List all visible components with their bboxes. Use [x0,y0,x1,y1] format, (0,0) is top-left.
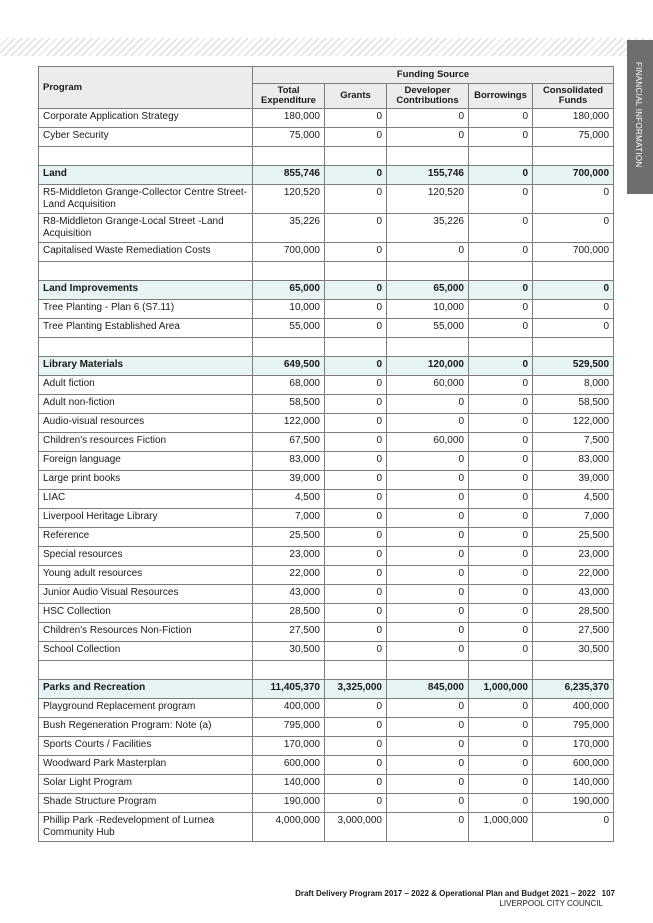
table-row [39,414,614,433]
borrowings-cell: 0 [469,737,533,756]
grants-cell: 0 [325,433,387,452]
program-name-cell: Corporate Application Strategy [39,109,253,128]
borrowings-cell: 0 [469,642,533,661]
consolidated-funds-cell: 0 [533,813,614,842]
table-row [39,737,614,756]
program-name-cell: R8-Middleton Grange-Local Street -Land Acquisition [39,214,253,243]
total-expenditure-cell: 83,000 [253,452,325,471]
column-header-grants: Grants [325,84,387,109]
section-total-row [39,680,614,699]
program-name-cell: Solar Light Program [39,775,253,794]
grants-cell: 0 [325,509,387,528]
total-expenditure-cell: 855,746 [253,166,325,185]
grants-cell: 0 [325,737,387,756]
total-expenditure-cell: 75,000 [253,128,325,147]
total-expenditure-cell: 400,000 [253,699,325,718]
borrowings-cell: 0 [469,300,533,319]
section-total-row [39,357,614,376]
empty-cell [387,338,469,357]
consolidated-funds-cell: 122,000 [533,414,614,433]
total-expenditure-cell: 55,000 [253,319,325,338]
table-row [39,128,614,147]
grants-cell: 3,000,000 [325,813,387,842]
program-name-cell: Tree Planting - Plan 6 (S7.11) [39,300,253,319]
total-expenditure-cell: 65,000 [253,281,325,300]
developer-contributions-cell: 0 [387,414,469,433]
developer-contributions-cell: 0 [387,604,469,623]
total-expenditure-cell: 28,500 [253,604,325,623]
table-row [39,490,614,509]
program-name-cell: Library Materials [39,357,253,376]
section-side-tab [627,40,653,194]
borrowings-cell: 0 [469,109,533,128]
developer-contributions-cell: 10,000 [387,300,469,319]
borrowings-cell: 0 [469,166,533,185]
program-name-cell: Cyber Security [39,128,253,147]
borrowings-cell: 0 [469,756,533,775]
consolidated-funds-cell: 0 [533,319,614,338]
total-expenditure-cell: 58,500 [253,395,325,414]
table-row [39,528,614,547]
table-row [39,243,614,262]
total-expenditure-cell: 35,226 [253,214,325,243]
developer-contributions-cell: 0 [387,794,469,813]
empty-cell [325,661,387,680]
borrowings-cell: 0 [469,471,533,490]
total-expenditure-cell: 140,000 [253,775,325,794]
table-row [39,718,614,737]
table-row [39,300,614,319]
total-expenditure-cell: 30,500 [253,642,325,661]
developer-contributions-cell: 0 [387,528,469,547]
grants-cell: 0 [325,166,387,185]
borrowings-cell: 0 [469,566,533,585]
developer-contributions-cell: 0 [387,128,469,147]
total-expenditure-cell: 4,000,000 [253,813,325,842]
empty-cell [253,262,325,281]
borrowings-cell: 0 [469,376,533,395]
capital-works-table [38,66,614,842]
grants-cell: 0 [325,357,387,376]
consolidated-funds-cell: 529,500 [533,357,614,376]
table-row [39,471,614,490]
borrowings-cell: 0 [469,490,533,509]
page-footer [295,889,615,908]
program-name-cell: LIAC [39,490,253,509]
empty-cell [469,262,533,281]
borrowings-cell: 0 [469,128,533,147]
grants-cell: 0 [325,128,387,147]
borrowings-cell: 0 [469,623,533,642]
grants-cell: 0 [325,566,387,585]
program-name-cell: Woodward Park Masterplan [39,756,253,775]
consolidated-funds-cell: 0 [533,185,614,214]
empty-cell [325,147,387,166]
grants-cell: 0 [325,604,387,623]
empty-cell [325,262,387,281]
table-row [39,794,614,813]
empty-cell [39,338,253,357]
program-name-cell: Young adult resources [39,566,253,585]
consolidated-funds-cell: 700,000 [533,166,614,185]
column-header-total-expenditure: Total Expenditure [253,84,325,109]
developer-contributions-cell: 0 [387,585,469,604]
developer-contributions-cell: 845,000 [387,680,469,699]
empty-cell [387,262,469,281]
borrowings-cell: 0 [469,185,533,214]
developer-contributions-cell: 0 [387,471,469,490]
developer-contributions-cell: 55,000 [387,319,469,338]
total-expenditure-cell: 170,000 [253,737,325,756]
empty-cell [387,147,469,166]
total-expenditure-cell: 122,000 [253,414,325,433]
grants-cell: 3,325,000 [325,680,387,699]
borrowings-cell: 0 [469,281,533,300]
consolidated-funds-cell: 43,000 [533,585,614,604]
program-name-cell: Liverpool Heritage Library [39,509,253,528]
table-row [39,547,614,566]
program-name-cell: School Collection [39,642,253,661]
borrowings-cell: 1,000,000 [469,680,533,699]
program-name-cell: Shade Structure Program [39,794,253,813]
total-expenditure-cell: 120,520 [253,185,325,214]
program-name-cell: Foreign language [39,452,253,471]
borrowings-cell: 0 [469,452,533,471]
borrowings-cell: 0 [469,414,533,433]
decorative-hatch-band [0,38,653,56]
total-expenditure-cell: 7,000 [253,509,325,528]
total-expenditure-cell: 68,000 [253,376,325,395]
program-name-cell: Parks and Recreation [39,680,253,699]
consolidated-funds-cell: 25,500 [533,528,614,547]
consolidated-funds-cell: 8,000 [533,376,614,395]
total-expenditure-cell: 4,500 [253,490,325,509]
table-row [39,433,614,452]
total-expenditure-cell: 43,000 [253,585,325,604]
consolidated-funds-cell: 180,000 [533,109,614,128]
borrowings-cell: 0 [469,243,533,262]
consolidated-funds-cell: 75,000 [533,128,614,147]
table-row [39,319,614,338]
borrowings-cell: 0 [469,528,533,547]
empty-cell [253,147,325,166]
empty-cell [325,338,387,357]
developer-contributions-cell: 0 [387,623,469,642]
consolidated-funds-cell: 23,000 [533,547,614,566]
consolidated-funds-cell: 0 [533,214,614,243]
empty-cell [253,338,325,357]
empty-cell [39,661,253,680]
program-name-cell: Reference [39,528,253,547]
total-expenditure-cell: 39,000 [253,471,325,490]
grants-cell: 0 [325,300,387,319]
spacer-row [39,338,614,357]
table-row [39,623,614,642]
footer-document-title: Draft Delivery Program 2017 – 2022 & Operational Plan and Budget 2021 – 2022 [295,889,596,898]
grants-cell: 0 [325,623,387,642]
table-row [39,509,614,528]
developer-contributions-cell: 60,000 [387,376,469,395]
consolidated-funds-cell: 700,000 [533,243,614,262]
program-column-header: Program [39,67,253,109]
table-row [39,604,614,623]
program-name-cell: Large print books [39,471,253,490]
total-expenditure-cell: 180,000 [253,109,325,128]
table-row [39,813,614,842]
developer-contributions-cell: 0 [387,452,469,471]
footer-organization: LIVERPOOL CITY COUNCIL [499,899,603,908]
empty-cell [253,661,325,680]
program-name-cell: Special resources [39,547,253,566]
borrowings-cell: 0 [469,718,533,737]
program-name-cell: Land Improvements [39,281,253,300]
consolidated-funds-cell: 83,000 [533,452,614,471]
grants-cell: 0 [325,395,387,414]
developer-contributions-cell: 0 [387,642,469,661]
empty-cell [469,661,533,680]
grants-cell: 0 [325,471,387,490]
borrowings-cell: 0 [469,395,533,414]
consolidated-funds-cell: 30,500 [533,642,614,661]
table-row [39,109,614,128]
consolidated-funds-cell: 0 [533,300,614,319]
developer-contributions-cell: 0 [387,490,469,509]
empty-cell [39,262,253,281]
grants-cell: 0 [325,414,387,433]
consolidated-funds-cell: 27,500 [533,623,614,642]
developer-contributions-cell: 0 [387,813,469,842]
borrowings-cell: 1,000,000 [469,813,533,842]
total-expenditure-cell: 11,405,370 [253,680,325,699]
column-header-borrowings: Borrowings [469,84,533,109]
column-header-developer-contributions: Developer Contributions [387,84,469,109]
consolidated-funds-cell: 400,000 [533,699,614,718]
empty-cell [469,147,533,166]
grants-cell: 0 [325,718,387,737]
program-name-cell: Tree Planting Established Area [39,319,253,338]
side-tab-label: FINANCIAL INFORMATION [634,62,643,168]
grants-cell: 0 [325,185,387,214]
consolidated-funds-cell: 170,000 [533,737,614,756]
empty-cell [533,661,614,680]
total-expenditure-cell: 10,000 [253,300,325,319]
borrowings-cell: 0 [469,214,533,243]
total-expenditure-cell: 27,500 [253,623,325,642]
total-expenditure-cell: 600,000 [253,756,325,775]
total-expenditure-cell: 23,000 [253,547,325,566]
grants-cell: 0 [325,585,387,604]
table-row [39,395,614,414]
developer-contributions-cell: 0 [387,756,469,775]
developer-contributions-cell: 60,000 [387,433,469,452]
consolidated-funds-cell: 190,000 [533,794,614,813]
borrowings-cell: 0 [469,604,533,623]
total-expenditure-cell: 190,000 [253,794,325,813]
table-row [39,585,614,604]
grants-cell: 0 [325,109,387,128]
borrowings-cell: 0 [469,794,533,813]
table-row [39,376,614,395]
table-row [39,214,614,243]
program-name-cell: Playground Replacement program [39,699,253,718]
borrowings-cell: 0 [469,775,533,794]
total-expenditure-cell: 67,500 [253,433,325,452]
grants-cell: 0 [325,642,387,661]
program-name-cell: Sports Courts / Facilities [39,737,253,756]
empty-cell [533,262,614,281]
program-name-cell: Audio-visual resources [39,414,253,433]
borrowings-cell: 0 [469,699,533,718]
spacer-row [39,262,614,281]
developer-contributions-cell: 0 [387,395,469,414]
consolidated-funds-cell: 140,000 [533,775,614,794]
empty-cell [533,147,614,166]
developer-contributions-cell: 0 [387,566,469,585]
developer-contributions-cell: 35,226 [387,214,469,243]
consolidated-funds-cell: 6,235,370 [533,680,614,699]
program-name-cell: Adult non-fiction [39,395,253,414]
borrowings-cell: 0 [469,547,533,566]
developer-contributions-cell: 0 [387,718,469,737]
section-total-row [39,166,614,185]
grants-cell: 0 [325,756,387,775]
developer-contributions-cell: 0 [387,243,469,262]
empty-cell [387,661,469,680]
consolidated-funds-cell: 600,000 [533,756,614,775]
table-row [39,642,614,661]
grants-cell: 0 [325,281,387,300]
program-name-cell: Bush Regeneration Program: Note (a) [39,718,253,737]
consolidated-funds-cell: 0 [533,281,614,300]
consolidated-funds-cell: 7,500 [533,433,614,452]
program-name-cell: Adult fiction [39,376,253,395]
table-row [39,566,614,585]
program-name-cell: Junior Audio Visual Resources [39,585,253,604]
total-expenditure-cell: 795,000 [253,718,325,737]
total-expenditure-cell: 22,000 [253,566,325,585]
developer-contributions-cell: 155,746 [387,166,469,185]
program-name-cell: R5-Middleton Grange-Collector Centre Street-Land Acquisition [39,185,253,214]
section-total-row [39,281,614,300]
empty-cell [39,147,253,166]
consolidated-funds-cell: 795,000 [533,718,614,737]
grants-cell: 0 [325,528,387,547]
footer-page-number: 107 [601,889,615,898]
program-name-cell: Children's resources Fiction [39,433,253,452]
grants-cell: 0 [325,775,387,794]
consolidated-funds-cell: 58,500 [533,395,614,414]
table-row [39,699,614,718]
program-name-cell: Phillip Park -Redevelopment of Lurnea Community Hub [39,813,253,842]
developer-contributions-cell: 0 [387,109,469,128]
consolidated-funds-cell: 4,500 [533,490,614,509]
grants-cell: 0 [325,794,387,813]
table-row [39,452,614,471]
borrowings-cell: 0 [469,357,533,376]
developer-contributions-cell: 0 [387,737,469,756]
table-row [39,185,614,214]
developer-contributions-cell: 65,000 [387,281,469,300]
grants-cell: 0 [325,319,387,338]
empty-cell [469,338,533,357]
grants-cell: 0 [325,376,387,395]
grants-cell: 0 [325,699,387,718]
consolidated-funds-cell: 28,500 [533,604,614,623]
consolidated-funds-cell: 39,000 [533,471,614,490]
grants-cell: 0 [325,243,387,262]
developer-contributions-cell: 0 [387,775,469,794]
grants-cell: 0 [325,490,387,509]
program-name-cell: Children's Resources Non-Fiction [39,623,253,642]
spacer-row [39,147,614,166]
developer-contributions-cell: 0 [387,547,469,566]
borrowings-cell: 0 [469,585,533,604]
empty-cell [533,338,614,357]
consolidated-funds-cell: 22,000 [533,566,614,585]
developer-contributions-cell: 0 [387,509,469,528]
developer-contributions-cell: 0 [387,699,469,718]
total-expenditure-cell: 25,500 [253,528,325,547]
program-name-cell: Land [39,166,253,185]
table-row [39,775,614,794]
grants-cell: 0 [325,547,387,566]
grants-cell: 0 [325,214,387,243]
consolidated-funds-cell: 7,000 [533,509,614,528]
column-header-consolidated-funds: Consolidated Funds [533,84,614,109]
borrowings-cell: 0 [469,319,533,338]
developer-contributions-cell: 120,520 [387,185,469,214]
spacer-row [39,661,614,680]
program-name-cell: HSC Collection [39,604,253,623]
borrowings-cell: 0 [469,509,533,528]
borrowings-cell: 0 [469,433,533,452]
funding-source-header: Funding Source [253,67,614,84]
program-name-cell: Capitalised Waste Remediation Costs [39,243,253,262]
table-row [39,756,614,775]
grants-cell: 0 [325,452,387,471]
table-body [39,109,614,842]
developer-contributions-cell: 120,000 [387,357,469,376]
total-expenditure-cell: 649,500 [253,357,325,376]
total-expenditure-cell: 700,000 [253,243,325,262]
